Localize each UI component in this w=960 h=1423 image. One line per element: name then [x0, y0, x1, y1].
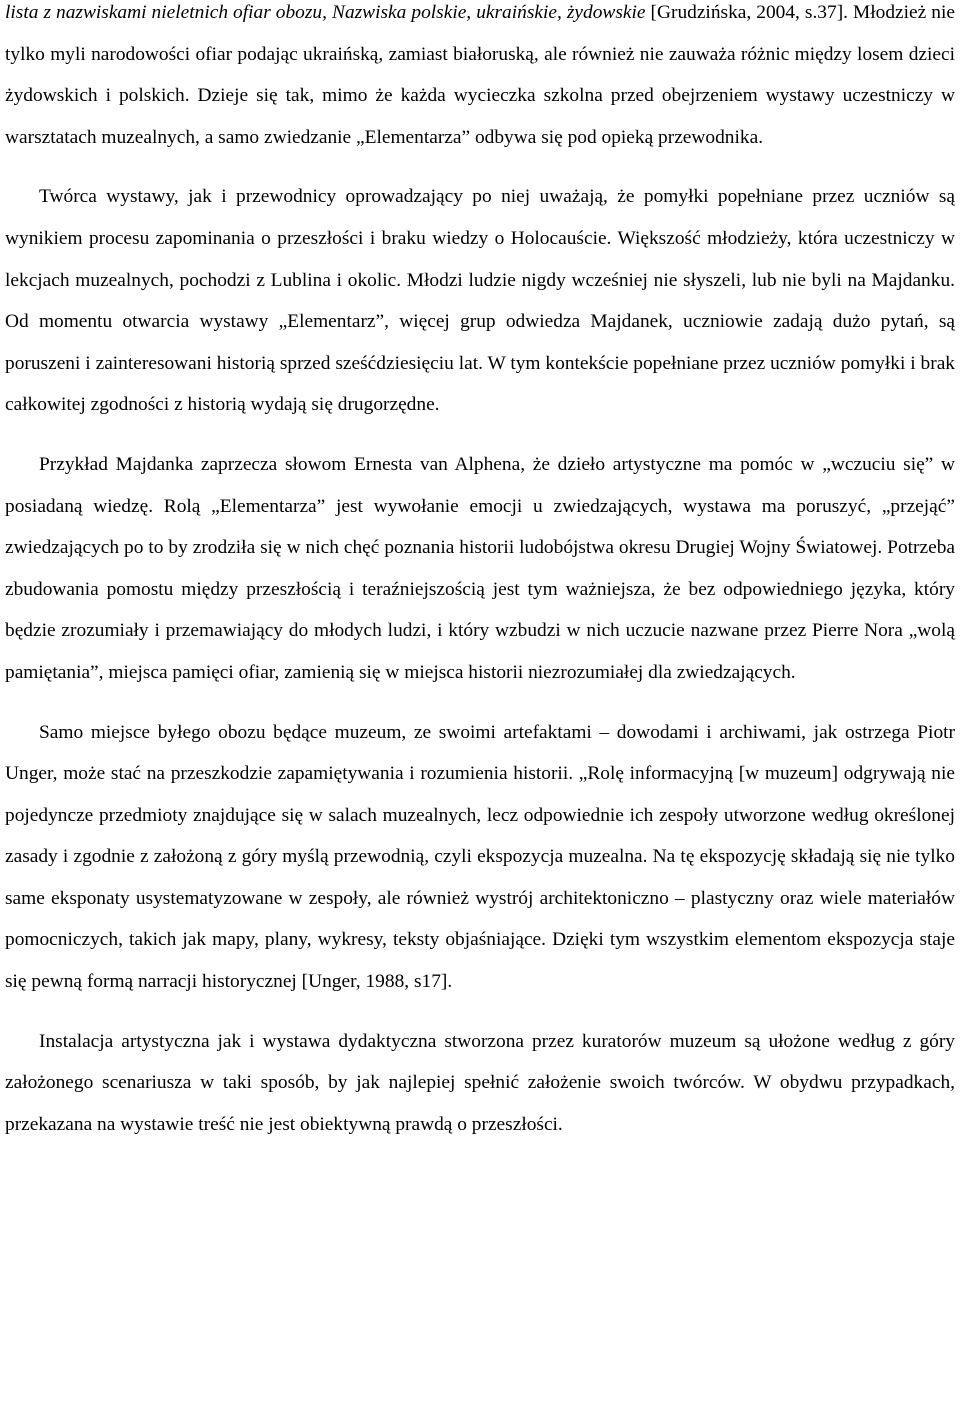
paragraph-continued — [5, 0, 955, 158]
paragraph-4: Samo miejsce byłego obozu będące muzeum, ze swoimi artefaktami – dowodami i archiwami, jak ostrzega Piotr Unger, może stać na przeszkodzie zapamiętywania i rozumienia historii. „Rolę informacyjną [w muzeum] odgrywają nie pojedyncze przedmioty znajdujące się w salach muzealnych, lecz odpowiednie ich zespoły utworzone według określonej zasady i zgodnie z założoną z góry myślą przewodnią, czyli ekspozycja muzealna. Na tę ekspozycję składają się nie tylko same eksponaty usystematyzowane w zespoły, ale również wystrój architektoniczno – plastyczny oraz wiele materiałów pomocniczych, takich jak mapy, plany, wykresy, teksty objaśniające. Dzięki tym wszystkim elementom ekspozycja staje się pewną formą narracji historycznej [Unger, 1988, s17]. — [5, 721, 955, 993]
paragraph-text: [Grudzińska, 2004, s.37]. Młodzież nie tylko myli narodowości ofiar podając ukraińską, zamiast białoruską, ale również nie zauważa różnic między losem dzieci żydowskich i polskich. Dzieje się tak, mimo że każda wycieczka szkolna przed obejrzeniem wystawy uczestniczy w warsztatach muzealnych, a samo zwiedzanie „Elementarza” odbywa się pod opieką przewodnika. — [5, 2, 955, 148]
paragraph-2: Twórca wystawy, jak i przewodnicy oprowadzający po niej uważają, że pomyłki popełniane przez uczniów są wynikiem procesu zapominania o przeszłości i braku wiedzy o Holocauście. Większość młodzieży, która uczestniczy w lekcjach muzealnych, pochodzi z Lublina i okolic. Młodzi ludzie nigdy wcześniej nie słyszeli, lub nie byli na Majdanku. Od momentu otwarcia wystawy „Elementarz”, więcej grup odwiedza Majdanek, uczniowie zadają dużo pytań, są poruszeni i zainteresowani historią sprzed sześćdziesięciu lat. W tym kontekście popełniane przez uczniów pomyłki i brak całkowitej zgodności z historią wydają się drugorzędne. — [5, 186, 955, 416]
italic-citation: lista z nazwiskami nieletnich ofiar obozu, Nazwiska polskie, ukraińskie, żydowskie — [5, 2, 646, 23]
paragraph-5: Instalacja artystyczna jak i wystawa dydaktyczna stworzona przez kuratorów muzeum są ułożone według z góry założonego scenariusza w taki sposób, by jak najlepiej spełnić założenie swoich twórców. W obydwu przypadkach, przekazana na wystawie treść nie jest obiektywną prawdą o przeszłości. — [5, 1030, 955, 1135]
document-page — [5, 0, 955, 1163]
paragraph-3: Przykład Majdanka zaprzecza słowom Ernesta van Alphena, że dzieło artystyczne ma pomóc w „wczuciu się” w posiadaną wiedzę. Rolą „Elementarza” jest wywołanie emocji u zwiedzających, wystawa ma poruszyć, „przejąć” zwiedzających po to by zrodziła się w nich chęć poznania historii ludobójstwa okresu Drugiej Wojny Światowej. Potrzeba zbudowania pomostu między przeszłością i teraźniejszością jest tym ważniejsza, że bez odpowiedniego języka, który będzie zrozumiały i przemawiający do młodych ludzi, i który wzbudzi w nich uczucie nazwane przez Pierre Nora „wolą pamiętania”, miejsca pamięci ofiar, zamienią się w miejsca historii niezrozumiałej dla zwiedzających. — [5, 453, 955, 683]
